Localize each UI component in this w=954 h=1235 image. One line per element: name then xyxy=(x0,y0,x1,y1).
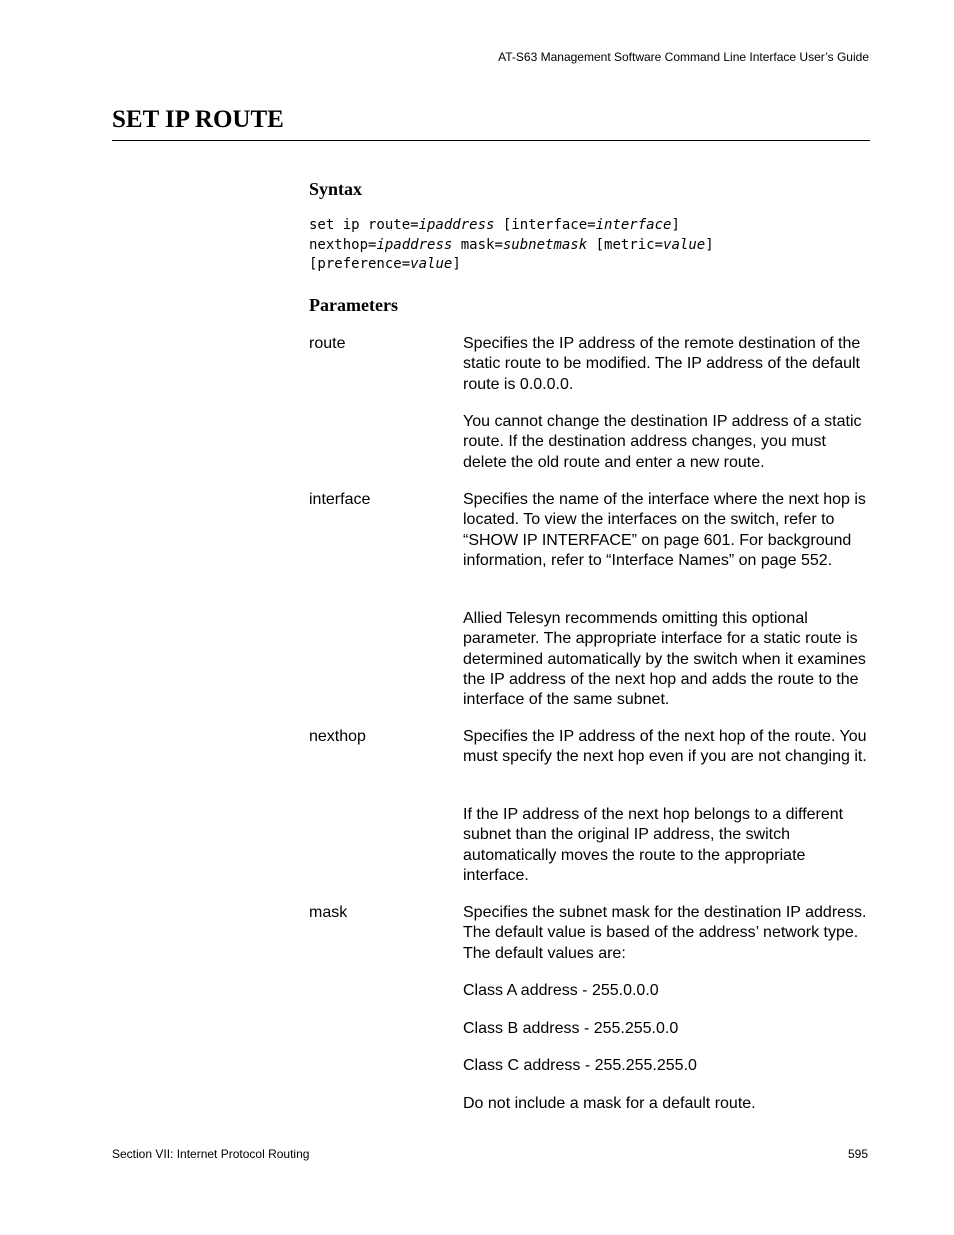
code-line-2: nexthop=ipaddress mask=subnetmask [metric=value] xyxy=(309,236,714,253)
param-name-route: route xyxy=(309,335,346,352)
param-name-nexthop: nexthop xyxy=(309,728,366,745)
syntax-code-block xyxy=(309,216,869,275)
page-title: SET IP ROUTE xyxy=(112,106,284,133)
param-route-desc-2: You cannot change the destination IP address of a static route. If the destination address changes, you must delete the old route and enter a new route. xyxy=(463,413,862,471)
param-mask-desc-1: Specifies the subnet mask for the destination IP address. The default value is based of the address’ network type. The default values are: xyxy=(463,904,867,962)
param-route-desc-1: Specifies the IP address of the remote destination of the static route to be modified. The IP address of the default route is 0.0.0.0. xyxy=(463,335,861,393)
footer-section: Section VII: Internet Protocol Routing xyxy=(112,1147,310,1161)
param-nexthop-desc-1: Specifies the IP address of the next hop of the route. You must specify the next hop even if you are not changing it. xyxy=(463,728,867,766)
param-interface-desc-2: Allied Telesyn recommends omitting this optional parameter. The appropriate interface for a static route is determined automatically by the switch when it examines the IP address of the next hop and adds the route to the interface of the same subnet. xyxy=(463,610,866,709)
param-name-interface: interface xyxy=(309,491,371,508)
running-header: AT-S63 Management Software Command Line Interface User’s Guide xyxy=(498,50,869,64)
param-interface-desc-1: Specifies the name of the interface where the next hop is located. To view the interfaces on the switch, refer to “SHOW IP INTERFACE” on page 601. For background information, refer to “Interface Names” on page 552. xyxy=(463,491,866,569)
param-nexthop-desc-2: If the IP address of the next hop belongs to a different subnet than the original IP address, the switch automatically moves the route to the appropriate interface. xyxy=(463,806,844,884)
param-name-mask: mask xyxy=(309,904,348,921)
parameters-heading: Parameters xyxy=(309,295,398,315)
param-mask-class-b: Class B address - 255.255.0.0 xyxy=(463,1020,679,1037)
code-line-3: [preference=value] xyxy=(309,256,461,272)
param-mask-desc-2: Do not include a mask for a default route. xyxy=(463,1095,756,1112)
footer-page-number: 595 xyxy=(847,1147,868,1161)
param-mask-class-a: Class A address - 255.0.0.0 xyxy=(463,982,659,999)
code-line-1: set ip route=ipaddress [interface=interface] xyxy=(309,217,680,233)
syntax-heading: Syntax xyxy=(309,179,363,199)
param-mask-class-c: Class C address - 255.255.255.0 xyxy=(463,1057,697,1074)
title-divider xyxy=(112,140,870,141)
